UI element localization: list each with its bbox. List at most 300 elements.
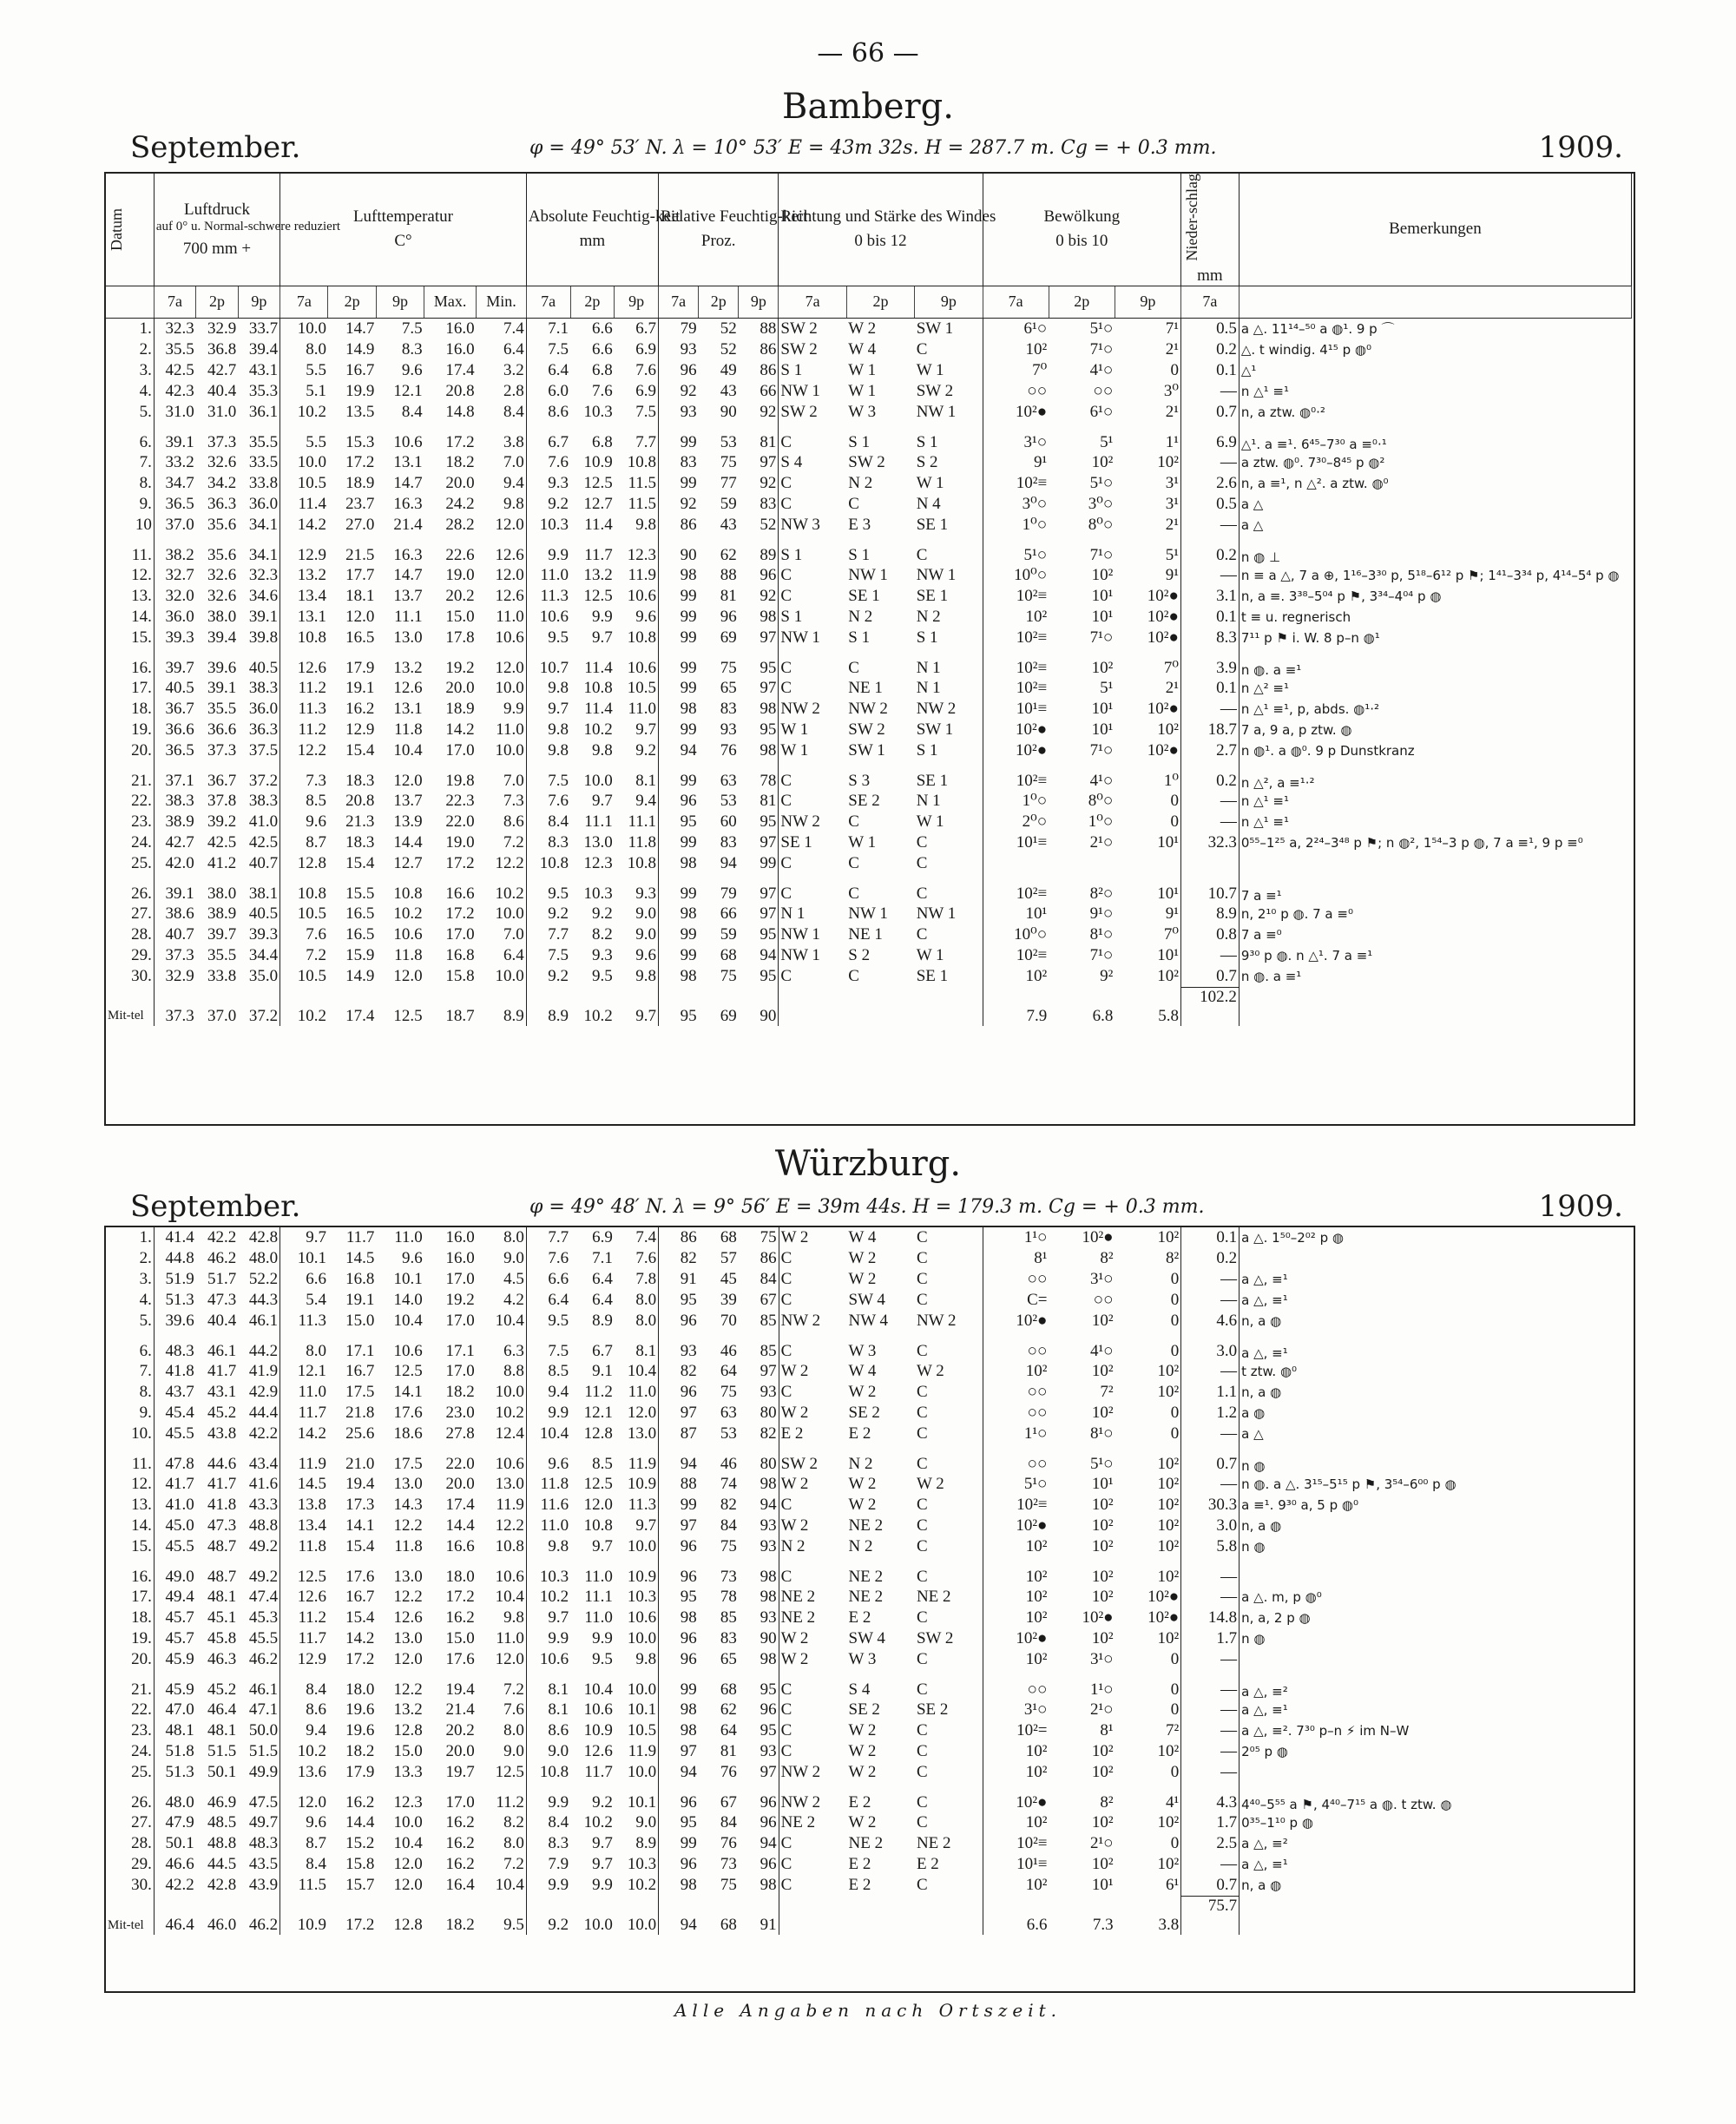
data-cell: 14.4	[345, 1813, 375, 1831]
data-cell: 69	[720, 628, 737, 647]
data-cell: 16.3	[393, 494, 423, 513]
data-cell: 32.6	[207, 586, 237, 605]
data-cell: —	[1180, 699, 1239, 720]
data-cell: 98	[680, 853, 697, 872]
table-row	[106, 1269, 1632, 1290]
data-cell: 7.5	[401, 319, 423, 338]
data-cell: 11.2	[584, 1383, 613, 1401]
data-cell: 10.3	[539, 515, 569, 534]
data-cell: NE 2	[915, 1833, 983, 1854]
data-cell: 42.9	[238, 1382, 279, 1403]
data-cell: 10²	[1025, 1568, 1048, 1586]
data-cell: 95	[739, 720, 779, 740]
data-cell: 13.0	[477, 1474, 527, 1495]
data-cell: 7.2	[477, 1670, 527, 1700]
data-cell: 17.2	[345, 1650, 375, 1668]
data-cell: 9.8	[548, 1537, 569, 1555]
data-cell: 1⁰	[1115, 761, 1180, 791]
data-cell: 7¹○	[1089, 545, 1114, 564]
data-cell: 48.3	[165, 1342, 194, 1360]
remark-cell: a △, ≡¹	[1241, 1272, 1288, 1287]
data-cell: 8¹○	[1089, 1424, 1114, 1443]
date-cell: 6.	[106, 1332, 154, 1361]
date-cell: 12.	[106, 1474, 154, 1495]
data-cell: 85	[720, 1608, 737, 1627]
sum-cell	[154, 1897, 195, 1917]
date-cell: 10.	[106, 1424, 154, 1444]
data-cell: 12.3	[393, 1793, 423, 1812]
table-row	[106, 1557, 1632, 1587]
data-cell: 84	[739, 1269, 779, 1290]
data-cell: 9.8	[615, 515, 659, 536]
data-cell: 97	[739, 904, 779, 924]
data-cell: SW 2	[780, 339, 818, 358]
data-cell: SE 1	[915, 586, 983, 607]
data-cell: 7.5	[548, 1342, 569, 1360]
data-cell: 0	[1115, 1424, 1181, 1444]
data-cell: 14.8	[445, 402, 475, 421]
data-cell: 96	[680, 791, 697, 810]
remark-cell: n ◍	[1241, 1458, 1266, 1474]
data-cell: 9.8	[477, 1608, 527, 1628]
data-cell: —	[1181, 1587, 1240, 1608]
data-cell: 7.6	[548, 452, 569, 471]
data-cell: 7¹○	[1089, 339, 1114, 358]
mean-cell: 7.9	[1026, 1006, 1048, 1025]
data-cell: 8.2	[592, 924, 613, 944]
data-cell: 10²●	[1016, 1516, 1048, 1535]
data-cell: W 1	[915, 812, 983, 832]
data-cell: 18.0	[445, 1568, 475, 1586]
data-cell: 8.1	[548, 1700, 569, 1719]
data-cell: 96	[739, 1783, 779, 1812]
data-cell: 46.9	[207, 1793, 237, 1812]
data-cell: 10²●	[1115, 607, 1180, 628]
data-cell: 11.0	[477, 607, 527, 628]
data-cell: C	[915, 1536, 983, 1557]
data-cell: SE 2	[848, 791, 880, 810]
sum-cell	[376, 987, 424, 1007]
data-cell: 14.2	[445, 720, 475, 739]
data-cell: NW 1	[780, 945, 820, 964]
date-cell: 25.	[106, 1762, 154, 1783]
data-cell: —	[1180, 565, 1239, 586]
remark-cell: n, a ◍	[1241, 1384, 1282, 1400]
date-cell: 29.	[106, 1854, 154, 1875]
data-cell: 32.3	[165, 319, 194, 338]
data-cell: 83	[680, 452, 697, 471]
data-cell: NW 1	[780, 924, 820, 944]
data-cell: 7.6	[548, 791, 569, 810]
data-cell: 36.7	[165, 699, 194, 718]
data-cell: 98	[739, 1557, 779, 1587]
data-cell: 31.0	[207, 402, 237, 421]
mean-cell	[915, 1007, 983, 1026]
header-abs_feucht-label: Absolute Feuchtig-keit	[528, 207, 681, 227]
data-cell: 68	[720, 945, 737, 964]
data-cell: 7.6	[477, 1700, 527, 1720]
data-cell: 39.4	[207, 628, 237, 647]
data-cell: 7²	[1100, 1383, 1114, 1401]
data-cell: 20.0	[445, 1475, 475, 1493]
data-cell: 9.7	[615, 720, 659, 740]
table-row	[106, 1495, 1632, 1516]
data-cell: 14.9	[345, 966, 375, 985]
data-cell: C	[780, 432, 792, 451]
data-cell: 10²≡	[1016, 884, 1048, 903]
data-cell: —	[1180, 452, 1239, 473]
data-cell: 10.9	[583, 452, 613, 471]
sum-cell	[424, 1897, 477, 1917]
data-cell: 9.2	[592, 904, 613, 923]
data-cell: 9.8	[615, 966, 659, 988]
table-row	[106, 494, 1632, 515]
data-cell: 97	[739, 832, 779, 853]
data-cell: 15.4	[345, 740, 375, 760]
data-cell: 10.3	[615, 1854, 659, 1875]
data-cell: ○○	[1027, 1383, 1048, 1401]
data-cell: NW 2	[780, 1793, 821, 1812]
data-cell: 21.4	[445, 1700, 475, 1719]
data-cell: W 2	[780, 1362, 809, 1380]
remark-cell: △. t windig. 4¹⁵ p ◍⁰	[1240, 341, 1371, 358]
data-cell: 86	[739, 1248, 779, 1269]
data-cell: C	[780, 1834, 792, 1852]
data-cell: 19.7	[445, 1763, 475, 1781]
data-cell: 9.3	[615, 874, 659, 904]
data-cell: 93	[680, 1342, 697, 1360]
data-cell: 22.3	[445, 791, 475, 810]
data-cell: 11.4	[298, 494, 326, 513]
data-cell: 16.0	[445, 319, 475, 338]
data-cell: 77	[720, 473, 737, 492]
remark-cell: n, 2¹⁰ p ◍. 7 a ≡⁰	[1240, 905, 1353, 922]
data-cell: 11.4	[584, 699, 613, 718]
data-cell: 19.6	[345, 1721, 375, 1739]
data-cell: C	[780, 658, 792, 677]
data-cell: —	[1181, 1762, 1240, 1783]
data-cell: 0	[1115, 1833, 1181, 1854]
data-cell: 10.8	[539, 853, 569, 872]
header-bemerkungen-label: Bemerkungen	[1389, 220, 1482, 239]
station-coordinates: φ = 49° 48′ N. λ = 9° 56′ E = 39m 44s. H = 179.3 m. Cg = + 0.3 mm.	[529, 1196, 1205, 1218]
data-cell: 46.6	[165, 1855, 194, 1873]
data-cell: 94	[680, 1763, 697, 1781]
data-cell: 3⁰○	[1022, 495, 1048, 514]
header-abs_feucht	[526, 174, 681, 286]
data-cell: 6¹	[1115, 1875, 1181, 1897]
data-cell: 47.3	[207, 1291, 237, 1309]
table-row	[106, 1720, 1632, 1741]
data-cell: 65	[720, 678, 737, 697]
data-cell: 10²≡	[1016, 945, 1048, 964]
data-cell: W 3	[848, 1342, 877, 1360]
data-cell: 34.1	[238, 515, 279, 536]
data-cell: 85	[739, 1311, 779, 1332]
sum-cell	[238, 987, 279, 1007]
data-cell: 1.7	[1181, 1812, 1240, 1833]
data-cell: 8.9	[592, 1312, 613, 1330]
station-title-wuerzburg: Würzburg.	[774, 1144, 962, 1184]
data-cell: E 2	[915, 1854, 983, 1875]
data-cell: 9.2	[592, 1793, 613, 1812]
data-cell: 14.5	[297, 1475, 327, 1493]
data-cell: 98	[680, 565, 697, 584]
data-cell: 99	[680, 432, 697, 451]
data-cell: C	[780, 494, 792, 513]
data-cell: 7.1	[592, 1249, 613, 1267]
sum-cell	[526, 1897, 570, 1917]
data-cell: SE 1	[915, 761, 983, 791]
data-cell: 10.8	[615, 452, 659, 473]
date-cell: 10	[106, 515, 154, 536]
data-cell: 7⁰	[1115, 924, 1180, 945]
data-cell: ○○	[1027, 1270, 1048, 1288]
data-cell: 12.3	[615, 536, 659, 565]
data-cell: 17.2	[445, 904, 475, 923]
data-cell: 10¹≡	[1016, 699, 1048, 718]
data-cell: 15.9	[345, 945, 375, 964]
data-cell: 98	[680, 1876, 697, 1895]
data-cell: 59	[720, 494, 737, 513]
date-cell: 28.	[106, 924, 154, 945]
sum-cell	[1115, 987, 1180, 1007]
data-cell: 8.7	[306, 1834, 327, 1852]
data-cell: 46.1	[207, 1342, 237, 1360]
data-cell: 99	[680, 771, 697, 790]
data-cell: 78	[720, 1588, 737, 1606]
data-cell: 6.4	[548, 360, 569, 379]
data-cell: 86	[680, 1228, 697, 1246]
data-cell: 41.7	[207, 1475, 237, 1493]
data-cell: 38.9	[165, 812, 194, 831]
table-row	[106, 1227, 1632, 1248]
data-cell: 9.7	[592, 1537, 613, 1555]
data-cell: 16.5	[345, 904, 375, 923]
mean-cell: 17.2	[345, 1916, 375, 1934]
data-cell: 7.0	[477, 761, 527, 791]
data-cell: NW 3	[780, 515, 820, 534]
data-cell: 6.6	[592, 319, 613, 338]
data-cell: 7.9	[548, 1855, 569, 1873]
data-cell: E 3	[848, 515, 871, 534]
sum-cell	[983, 987, 1049, 1007]
date-cell: 2.	[106, 1248, 154, 1269]
data-cell: 11.1	[615, 812, 659, 832]
data-cell: SW 4	[848, 1629, 885, 1647]
data-cell: W 2	[848, 319, 877, 338]
data-cell: 12.7	[583, 494, 613, 513]
mean-label: Mit-tel	[106, 1916, 154, 1935]
data-cell: 17.6	[445, 1650, 475, 1668]
data-cell: 38.9	[207, 904, 237, 923]
data-cell: C	[780, 1568, 792, 1586]
data-cell: 15.8	[345, 1855, 375, 1873]
data-cell: SW 2	[915, 381, 983, 402]
data-cell: W 2	[848, 1813, 877, 1831]
data-cell: C	[915, 1608, 983, 1628]
table-row	[106, 720, 1632, 740]
data-cell: 33.8	[207, 966, 237, 985]
data-cell: 42.8	[207, 1876, 237, 1895]
data-cell: 6.3	[477, 1332, 527, 1361]
data-cell: 5.5	[306, 432, 326, 451]
data-cell: W 2	[780, 1404, 809, 1422]
data-cell: 47.9	[165, 1813, 194, 1831]
date-cell: 21.	[106, 1670, 154, 1700]
mean-cell	[1181, 1916, 1240, 1935]
data-cell: 11.0	[477, 1628, 527, 1649]
data-cell: 13.4	[297, 586, 326, 605]
table-row	[106, 1762, 1632, 1783]
data-cell: 98	[739, 740, 779, 761]
data-cell: 7.6	[615, 1248, 659, 1269]
data-cell: 14.7	[393, 565, 423, 584]
data-cell: 21.5	[345, 545, 375, 564]
data-cell: 8.4	[306, 1855, 327, 1873]
data-cell: 52	[720, 319, 737, 338]
table-row	[106, 473, 1632, 494]
data-cell: 33.7	[238, 318, 279, 339]
table-row	[106, 360, 1632, 381]
sum-cell	[238, 1897, 279, 1917]
data-cell: 10.4	[393, 740, 423, 760]
data-cell: C	[915, 1290, 983, 1311]
data-cell: 84	[720, 1516, 737, 1535]
remark-cell: t ≡ u. regnerisch	[1240, 608, 1351, 625]
data-cell: 96	[680, 1629, 697, 1647]
data-cell: NW 1	[915, 904, 983, 924]
data-cell: —	[1181, 1741, 1240, 1762]
mean-cell: 46.2	[238, 1916, 279, 1935]
data-cell: 98	[680, 1721, 697, 1739]
data-cell: 96	[680, 1312, 697, 1330]
data-cell: 45.7	[165, 1629, 194, 1647]
data-cell: 13.0	[583, 832, 613, 852]
table-row	[106, 699, 1632, 720]
data-cell: 10.6	[477, 1557, 527, 1587]
data-cell: 19.9	[345, 381, 375, 400]
data-cell: NW 1	[915, 402, 983, 423]
data-cell: 45.2	[207, 1404, 237, 1422]
data-cell: 10.8	[393, 884, 423, 903]
data-cell: C	[915, 1444, 983, 1474]
data-cell: 46.1	[238, 1311, 279, 1332]
data-cell: 45	[720, 1270, 737, 1288]
data-cell: 2.8	[477, 381, 527, 402]
remark-cell: n, a ◍	[1241, 1877, 1282, 1894]
header-niederschlag	[1180, 174, 1239, 286]
sum-cell	[106, 1897, 154, 1917]
data-cell: 35.6	[207, 515, 237, 534]
table-row	[106, 1587, 1632, 1608]
data-cell: —	[1181, 1557, 1240, 1587]
table-row	[106, 904, 1632, 924]
data-cell: 9.7	[592, 791, 613, 810]
data-cell: 44.6	[207, 1455, 237, 1473]
data-cell: 8.4	[401, 402, 423, 421]
data-cell: C	[780, 791, 792, 810]
data-cell: 14.2	[297, 515, 326, 534]
data-cell: 13.2	[393, 1700, 423, 1719]
data-cell: 92	[739, 473, 779, 494]
date-cell: 16.	[106, 648, 154, 678]
data-cell: 10.5	[615, 678, 659, 699]
table-row	[106, 1361, 1632, 1382]
data-cell: 92	[680, 494, 697, 513]
data-cell: 10.3	[583, 884, 613, 903]
data-cell: 10.5	[297, 473, 326, 492]
data-cell: 11.3	[298, 699, 326, 718]
table-row	[106, 318, 1632, 339]
data-cell: 35.0	[238, 966, 279, 988]
data-cell: 25.6	[345, 1424, 375, 1443]
data-cell: 11.0	[584, 1568, 613, 1586]
mean-cell: 7.3	[1092, 1916, 1114, 1934]
date-cell: 4.	[106, 381, 154, 402]
header-rel_feucht-unit: Proz.	[700, 232, 736, 251]
data-cell: 3¹○	[1023, 432, 1048, 451]
data-cell: 3.2	[477, 360, 527, 381]
mean-row	[106, 1916, 1632, 1935]
remark-cell: a ◍	[1241, 1405, 1266, 1421]
data-cell: 10.6	[393, 924, 423, 944]
data-cell: C	[915, 924, 983, 945]
data-cell: 86	[739, 339, 779, 360]
data-cell: 36.8	[207, 339, 237, 358]
data-cell: 10¹	[1115, 832, 1180, 853]
remark-cell	[1240, 1649, 1632, 1670]
date-cell: 26.	[106, 1783, 154, 1812]
data-cell: 65	[720, 1650, 737, 1668]
data-cell: 10.4	[477, 1587, 527, 1608]
data-cell: 10.1	[615, 1700, 659, 1720]
data-cell: SW 1	[915, 318, 983, 339]
data-cell: 40.7	[238, 853, 279, 874]
data-cell: 42.2	[207, 1228, 237, 1246]
data-cell: 82	[720, 1496, 737, 1514]
data-cell: 83	[720, 1629, 737, 1647]
data-cell: C	[915, 1424, 983, 1444]
data-cell: 36.1	[238, 402, 279, 423]
data-cell: 76	[720, 1763, 737, 1781]
data-cell: 17.0	[445, 1312, 475, 1330]
data-cell: 11.0	[584, 1608, 613, 1627]
header-bewoelkung-unit: 0 bis 10	[1055, 232, 1108, 251]
data-cell: 3.8	[477, 423, 527, 452]
sum-row	[106, 987, 1632, 1007]
data-cell: 53	[720, 791, 737, 810]
remark-cell	[1240, 1762, 1632, 1783]
data-cell: 7.4	[477, 318, 527, 339]
data-cell: 8²○	[1089, 884, 1114, 903]
data-cell: 82	[680, 1249, 697, 1267]
data-cell: 10.6	[583, 1700, 613, 1719]
data-cell: 48.1	[207, 1721, 237, 1739]
data-cell: 10²●	[1115, 740, 1180, 761]
data-cell: N 2	[780, 1537, 806, 1555]
remark-cell: n, a ◍	[1241, 1518, 1282, 1534]
mean-cell	[915, 1916, 983, 1935]
data-cell: 36.3	[238, 720, 279, 740]
data-cell: 45.3	[238, 1608, 279, 1628]
data-cell: 10²	[1091, 1362, 1114, 1380]
data-cell: 8.4	[548, 812, 569, 831]
data-cell: 45.7	[165, 1608, 194, 1627]
data-cell: W 2	[848, 1763, 877, 1781]
data-cell: 8.5	[548, 1362, 569, 1380]
data-cell: SE 1	[915, 515, 983, 536]
